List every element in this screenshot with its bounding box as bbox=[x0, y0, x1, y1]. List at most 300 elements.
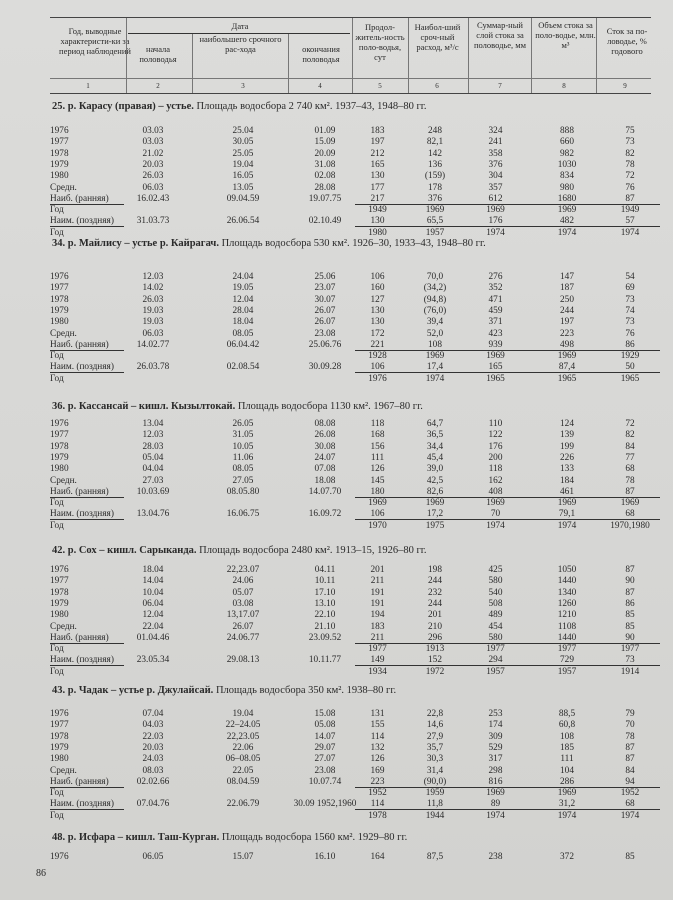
table-cell: 90 bbox=[625, 576, 635, 587]
table-cell: 376 bbox=[428, 193, 442, 204]
table-cell: Год bbox=[50, 227, 64, 238]
table-cell: 498 bbox=[560, 339, 574, 350]
table-cell: 160 bbox=[370, 283, 385, 294]
table-cell: 939 bbox=[488, 339, 503, 350]
table-cell: 15.09 bbox=[314, 137, 336, 148]
table-cell: 14.02 bbox=[142, 283, 164, 294]
table-row bbox=[0, 306, 673, 317]
table-cell: 1969 bbox=[557, 205, 577, 216]
table-cell: 106 bbox=[370, 509, 385, 520]
table-cell: 174 bbox=[488, 720, 503, 731]
table-cell: 1957 bbox=[557, 666, 577, 677]
table-cell: 13,17.07 bbox=[226, 610, 260, 621]
table-cell: 1977 bbox=[620, 644, 640, 655]
table-cell: 03.03 bbox=[142, 137, 164, 148]
table-cell: 26.03.78 bbox=[136, 362, 170, 373]
table-cell: 74 bbox=[625, 305, 635, 316]
header-top-rule bbox=[50, 17, 651, 18]
section-info: Площадь водосбора 1560 км². 1929–80 гг. bbox=[221, 832, 408, 843]
table-cell: 30.08 bbox=[314, 441, 336, 452]
table-cell: 1978 bbox=[50, 441, 69, 452]
table-cell: Год bbox=[50, 498, 64, 509]
table-cell: 1974 bbox=[486, 227, 505, 238]
table-row bbox=[0, 476, 673, 487]
section-info: Площадь водосбора 1130 км². 1967–80 гг. bbox=[237, 401, 423, 412]
column-number: 4 bbox=[318, 82, 322, 90]
table-cell: Наиб. (ранняя) bbox=[50, 632, 109, 643]
table-cell: 24.04 bbox=[232, 272, 254, 282]
table-cell: 86 bbox=[625, 598, 635, 609]
table-row bbox=[0, 788, 673, 799]
table-cell: 27,9 bbox=[426, 731, 444, 742]
table-cell: 84 bbox=[625, 765, 635, 776]
table-cell: 28.08 bbox=[314, 182, 336, 193]
table-cell: 1978 bbox=[50, 148, 69, 159]
table-cell: 14.07.70 bbox=[308, 486, 342, 497]
section-title bbox=[52, 401, 423, 412]
table-cell: 22,23.05 bbox=[226, 731, 260, 742]
column-number: 7 bbox=[498, 82, 502, 90]
table-cell: 50 bbox=[625, 362, 635, 373]
table-cell: 05.08 bbox=[314, 720, 336, 731]
table-cell: 31,2 bbox=[558, 799, 576, 810]
table-cell: 1976 bbox=[50, 852, 69, 862]
table-row bbox=[0, 588, 673, 599]
table-cell: 24.03 bbox=[142, 754, 164, 765]
table-cell: 211 bbox=[370, 632, 385, 643]
table-cell: 18.04 bbox=[232, 317, 254, 328]
table-cell: 176 bbox=[488, 216, 503, 227]
table-cell: 126 bbox=[370, 754, 385, 765]
table-cell: 26.05 bbox=[232, 419, 254, 429]
table-cell: 19.03 bbox=[142, 317, 164, 328]
table-cell: 1969 bbox=[425, 205, 445, 216]
table-cell: 82 bbox=[625, 148, 635, 159]
table-row bbox=[0, 374, 673, 385]
section-title bbox=[52, 685, 396, 696]
table-cell: 118 bbox=[370, 419, 385, 429]
table-row bbox=[0, 565, 673, 576]
table-cell: 1974 bbox=[557, 520, 577, 531]
table-cell: 22.05 bbox=[232, 765, 254, 776]
table-cell: 660 bbox=[560, 137, 574, 148]
table-cell: 212 bbox=[370, 148, 385, 159]
table-cell: 42,5 bbox=[426, 475, 444, 486]
table-cell: 84 bbox=[625, 441, 635, 452]
table-cell: 02.08 bbox=[314, 171, 336, 182]
table-row bbox=[0, 498, 673, 509]
section-number: 25. bbox=[52, 101, 66, 112]
table-cell: 04.04 bbox=[142, 464, 164, 475]
table-cell: 1977 bbox=[368, 644, 387, 655]
table-cell: 1949 bbox=[620, 205, 640, 216]
table-cell: 19.07.75 bbox=[308, 193, 342, 204]
table-cell: 64,7 bbox=[426, 419, 444, 429]
table-cell: 22.03 bbox=[142, 731, 164, 742]
table-cell: 03.03 bbox=[142, 126, 164, 136]
table-row bbox=[0, 317, 673, 328]
table-cell: 87 bbox=[625, 486, 635, 497]
table-row bbox=[0, 754, 673, 765]
table-cell: 834 bbox=[560, 171, 574, 182]
table-cell: 70 bbox=[490, 509, 501, 520]
header-mid-rule bbox=[50, 78, 651, 79]
table-cell: 1978 bbox=[50, 731, 69, 742]
table-row bbox=[0, 610, 673, 621]
table-cell: 85 bbox=[625, 610, 635, 621]
table-cell: 612 bbox=[488, 193, 503, 204]
table-cell: 79 bbox=[625, 709, 635, 719]
table-cell: 131 bbox=[370, 709, 385, 719]
table-cell: 87 bbox=[625, 587, 635, 598]
table-cell: 07.04.76 bbox=[136, 799, 170, 810]
table-cell: 87,5 bbox=[426, 852, 444, 862]
table-cell: 29.07 bbox=[314, 742, 336, 753]
table-cell: 223 bbox=[370, 776, 385, 787]
table-cell: 19.04 bbox=[232, 159, 254, 170]
table-cell: 85 bbox=[625, 621, 635, 632]
table-row bbox=[0, 160, 673, 171]
table-cell: 1965 bbox=[620, 373, 640, 384]
table-cell: 217 bbox=[370, 193, 385, 204]
table-cell: 70 bbox=[625, 720, 635, 731]
table-cell: 1976 bbox=[50, 272, 69, 282]
table-cell: 1969 bbox=[557, 351, 577, 362]
table-cell: 78 bbox=[625, 731, 635, 742]
table-cell: 10.11.77 bbox=[308, 655, 342, 666]
table-cell: 459 bbox=[488, 305, 503, 316]
table-cell: 76 bbox=[625, 182, 635, 193]
table-cell: 130 bbox=[370, 171, 385, 182]
table-cell: 10.04 bbox=[142, 587, 164, 598]
table-cell: 21.10 bbox=[314, 621, 336, 632]
table-cell: Год bbox=[50, 205, 64, 216]
table-cell: 194 bbox=[370, 610, 385, 621]
table-cell: 26.07 bbox=[314, 317, 336, 328]
table-cell: 26.07 bbox=[314, 305, 336, 316]
table-cell: 454 bbox=[488, 621, 503, 632]
table-cell: 08.05 bbox=[232, 328, 254, 339]
table-cell: 1944 bbox=[425, 810, 445, 821]
table-cell: 82,1 bbox=[426, 137, 444, 148]
table-row bbox=[0, 766, 673, 777]
table-cell: 73 bbox=[625, 317, 635, 328]
table-cell: 1976 bbox=[50, 126, 69, 136]
table-cell: 147 bbox=[560, 272, 574, 282]
table-cell: 08.05 bbox=[232, 464, 254, 475]
table-cell: 20.03 bbox=[142, 742, 164, 753]
table-cell: 461 bbox=[560, 486, 574, 497]
table-cell: 309 bbox=[488, 731, 503, 742]
table-cell: 1974 bbox=[620, 810, 640, 821]
table-cell: 211 bbox=[370, 576, 385, 587]
table-cell: 1340 bbox=[557, 587, 577, 598]
table-cell: 90 bbox=[625, 632, 635, 643]
table-cell: 357 bbox=[488, 182, 503, 193]
table-cell: 210 bbox=[428, 621, 442, 632]
table-cell: 94 bbox=[625, 776, 635, 787]
table-cell: 1969 bbox=[486, 351, 505, 362]
table-cell: 72 bbox=[625, 171, 635, 182]
table-row bbox=[0, 811, 673, 822]
table-cell: 244 bbox=[560, 305, 574, 316]
table-cell: 23.08 bbox=[314, 765, 336, 776]
table-row bbox=[0, 430, 673, 441]
table-cell: (90,0) bbox=[423, 776, 447, 787]
table-cell: 111 bbox=[370, 452, 385, 463]
table-cell: 1974 bbox=[425, 373, 445, 384]
table-cell: 152 bbox=[428, 655, 442, 666]
table-cell: 22.06 bbox=[232, 742, 254, 753]
table-cell: 1980 bbox=[368, 227, 387, 238]
table-cell: Средн. bbox=[50, 765, 77, 776]
table-cell: Год bbox=[50, 520, 64, 531]
table-cell: 12.04 bbox=[232, 294, 254, 305]
table-cell: 296 bbox=[428, 632, 442, 643]
table-cell: 1969 bbox=[486, 205, 505, 216]
table-cell: 04.11 bbox=[314, 565, 336, 575]
table-cell: 244 bbox=[428, 576, 442, 587]
section-number: 34. bbox=[52, 238, 66, 249]
table-cell: 1680 bbox=[557, 193, 577, 204]
table-cell: Средн. bbox=[50, 182, 77, 193]
section-number: 48. bbox=[52, 832, 66, 843]
table-cell: 425 bbox=[488, 565, 503, 575]
table-cell: 183 bbox=[370, 126, 385, 136]
table-cell: 1928 bbox=[368, 351, 387, 362]
table-cell: 127 bbox=[370, 294, 385, 305]
table-cell: 09.04.59 bbox=[226, 193, 260, 204]
table-cell: 24.07 bbox=[314, 452, 336, 463]
table-cell: 78 bbox=[625, 159, 635, 170]
table-cell: 156 bbox=[370, 441, 385, 452]
table-cell: 226 bbox=[560, 452, 574, 463]
table-cell: 06.03 bbox=[142, 328, 164, 339]
table-cell: 118 bbox=[488, 464, 503, 475]
table-row bbox=[0, 576, 673, 587]
table-cell: Год bbox=[50, 666, 64, 677]
column-number: 9 bbox=[623, 82, 627, 90]
table-cell: 155 bbox=[370, 720, 385, 731]
table-cell: 87 bbox=[625, 193, 635, 204]
table-cell: 1976 bbox=[50, 419, 69, 429]
column-number: 3 bbox=[241, 82, 245, 90]
table-cell: 130 bbox=[370, 317, 385, 328]
table-cell: 108 bbox=[560, 731, 574, 742]
table-cell: 22.04 bbox=[142, 621, 164, 632]
table-cell: 79,1 bbox=[558, 509, 576, 520]
table-cell: (94,8) bbox=[423, 294, 447, 305]
table-cell: 06.03 bbox=[142, 182, 164, 193]
table-cell: 888 bbox=[560, 126, 574, 136]
table-cell: 25.04 bbox=[232, 126, 254, 136]
table-cell: 88,5 bbox=[558, 709, 576, 719]
table-cell: 10.05 bbox=[232, 441, 254, 452]
table-cell: 16.05 bbox=[232, 171, 254, 182]
table-cell: 35,7 bbox=[426, 742, 444, 753]
table-cell: 02.02.66 bbox=[136, 776, 170, 787]
table-cell: 13.04.76 bbox=[136, 509, 170, 520]
table-cell: 298 bbox=[488, 765, 503, 776]
table-cell: 30.05 bbox=[232, 137, 254, 148]
header-col-end: окончания половодья bbox=[302, 44, 340, 64]
table-row bbox=[0, 126, 673, 137]
table-cell: 22.10 bbox=[314, 610, 336, 621]
table-cell: Наиб. (ранняя) bbox=[50, 486, 109, 497]
header-col-max-discharge: Наибол-ший сроч-ный расход, м³/с bbox=[414, 22, 461, 52]
table-cell: 187 bbox=[560, 283, 574, 294]
table-cell: 22.06.79 bbox=[226, 799, 260, 810]
table-row bbox=[0, 283, 673, 294]
table-cell: 358 bbox=[488, 148, 503, 159]
table-cell: 580 bbox=[488, 576, 503, 587]
table-row bbox=[0, 272, 673, 283]
page-number: 86 bbox=[36, 868, 46, 879]
table-cell: 39,4 bbox=[426, 317, 444, 328]
table-cell: 19.05 bbox=[232, 283, 254, 294]
table-cell: 423 bbox=[488, 328, 503, 339]
section-number: 43. bbox=[52, 685, 66, 696]
table-cell: 30,3 bbox=[426, 754, 444, 765]
table-cell: 106 bbox=[370, 362, 385, 373]
table-cell: 180 bbox=[370, 486, 385, 497]
header-col-runoff-layer: Суммар-ный слой стока за половодье, мм bbox=[473, 20, 527, 50]
table-cell: 191 bbox=[370, 598, 385, 609]
table-cell: 26.06.54 bbox=[226, 216, 260, 227]
table-cell: 371 bbox=[488, 317, 503, 328]
section-river: р. Исфара – кишл. Таш-Курган. bbox=[67, 832, 220, 843]
table-cell: 24.06 bbox=[232, 576, 254, 587]
header-col-start: начала половодья bbox=[139, 44, 177, 64]
table-cell: 1977 bbox=[486, 644, 505, 655]
table-cell: 1970 bbox=[368, 520, 387, 531]
table-cell: 1957 bbox=[425, 227, 445, 238]
table-cell: 372 bbox=[560, 852, 574, 862]
table-cell: 1974 bbox=[486, 520, 505, 531]
section-title bbox=[52, 832, 407, 843]
table-cell: 238 bbox=[488, 852, 503, 862]
table-cell: 13.10 bbox=[314, 598, 336, 609]
table-cell: 30.09 1952,1960 bbox=[293, 799, 357, 810]
table-cell: 30.07 bbox=[314, 294, 336, 305]
table-cell: 14.07 bbox=[314, 731, 336, 742]
table-cell: 14,6 bbox=[426, 720, 444, 731]
table-cell: 1979 bbox=[50, 742, 69, 753]
section-river: р. Кассансай – кишл. Кызылтокай. bbox=[67, 401, 236, 412]
table-cell: 68 bbox=[625, 464, 635, 475]
table-cell: 408 bbox=[488, 486, 503, 497]
table-cell: 184 bbox=[560, 475, 574, 486]
table-cell: 18.08 bbox=[314, 475, 336, 486]
table-cell: 26.03 bbox=[142, 294, 164, 305]
table-cell: Наиб. (ранняя) bbox=[50, 339, 109, 350]
table-cell: 1979 bbox=[50, 159, 69, 170]
table-cell: 1965 bbox=[486, 373, 505, 384]
table-cell: 1914 bbox=[620, 666, 640, 677]
table-cell: 1934 bbox=[368, 666, 387, 677]
header-col-max-date: наибольшего срочного рас-хода bbox=[199, 34, 282, 54]
table-cell: 145 bbox=[370, 475, 385, 486]
table-cell: 87 bbox=[625, 742, 635, 753]
table-cell: 1952 bbox=[368, 788, 387, 799]
column-number: 6 bbox=[435, 82, 439, 90]
section-info: Площадь водосбора 530 км². 1926–30, 1933–43, 1948–80 гг. bbox=[221, 238, 486, 249]
table-cell: Наим. (поздняя) bbox=[50, 216, 114, 227]
table-cell: 12.03 bbox=[142, 430, 164, 441]
table-cell: 17,2 bbox=[426, 509, 444, 520]
table-cell: 57 bbox=[625, 216, 635, 227]
table-cell: 172 bbox=[370, 328, 385, 339]
table-cell: Год bbox=[50, 810, 64, 821]
table-cell: 26.08 bbox=[314, 430, 336, 441]
header-date-group: Дата bbox=[231, 21, 249, 31]
header-col-percent: Сток за по-ловодье, % годового bbox=[606, 26, 648, 56]
table-cell: 508 bbox=[488, 598, 503, 609]
table-cell: 1030 bbox=[557, 159, 577, 170]
table-row bbox=[0, 419, 673, 430]
table-cell: 248 bbox=[428, 126, 442, 136]
table-cell: 729 bbox=[560, 655, 574, 666]
table-cell: 15.08 bbox=[314, 709, 336, 719]
table-cell: 68 bbox=[625, 509, 635, 520]
table-cell: Средн. bbox=[50, 328, 77, 339]
table-cell: 12.04 bbox=[142, 610, 164, 621]
table-cell: 1210 bbox=[557, 610, 577, 621]
table-cell: 580 bbox=[488, 632, 503, 643]
table-cell: 70,0 bbox=[426, 272, 444, 282]
table-cell: 14.04 bbox=[142, 576, 164, 587]
table-cell: 177 bbox=[370, 182, 385, 193]
table-cell: 82,6 bbox=[426, 486, 444, 497]
table-cell: 1969 bbox=[557, 498, 577, 509]
table-row bbox=[0, 137, 673, 148]
table-cell: 1980 bbox=[50, 317, 69, 328]
table-cell: 13.05 bbox=[232, 182, 254, 193]
table-row bbox=[0, 329, 673, 340]
section-info: Площадь водосбора 2 740 км². 1937–43, 1948–80 гг. bbox=[196, 101, 427, 112]
table-cell: 1974 bbox=[557, 810, 577, 821]
table-cell: 106 bbox=[370, 272, 385, 282]
table-cell: 471 bbox=[488, 294, 503, 305]
section-title bbox=[52, 238, 486, 249]
table-cell: 29.08.13 bbox=[226, 655, 260, 666]
table-cell: 162 bbox=[488, 475, 503, 486]
table-row bbox=[0, 464, 673, 475]
table-cell: 149 bbox=[370, 655, 385, 666]
table-cell: 489 bbox=[488, 610, 503, 621]
table-cell: 376 bbox=[488, 159, 503, 170]
table-cell: 25.06 bbox=[314, 272, 336, 282]
table-cell: Год bbox=[50, 788, 64, 799]
table-cell: 122 bbox=[488, 430, 503, 441]
table-cell: 26.03 bbox=[142, 171, 164, 182]
table-cell: 04.03 bbox=[142, 720, 164, 731]
table-cell: 12.03 bbox=[142, 272, 164, 282]
table-cell: 136 bbox=[428, 159, 442, 170]
table-cell: 1979 bbox=[50, 452, 69, 463]
table-cell: 1974 bbox=[557, 227, 577, 238]
table-row bbox=[0, 521, 673, 532]
table-cell: 02.10.49 bbox=[308, 216, 342, 227]
table-cell: 75 bbox=[625, 126, 635, 136]
table-cell: Год bbox=[50, 351, 64, 362]
header-bottom-rule bbox=[50, 93, 651, 94]
table-cell: 28.04 bbox=[232, 305, 254, 316]
table-cell: 27.03 bbox=[142, 475, 164, 486]
section-river: р. Чадак – устье р. Джулайсай. bbox=[67, 685, 214, 696]
table-cell: 482 bbox=[560, 216, 574, 227]
table-cell: 73 bbox=[625, 137, 635, 148]
